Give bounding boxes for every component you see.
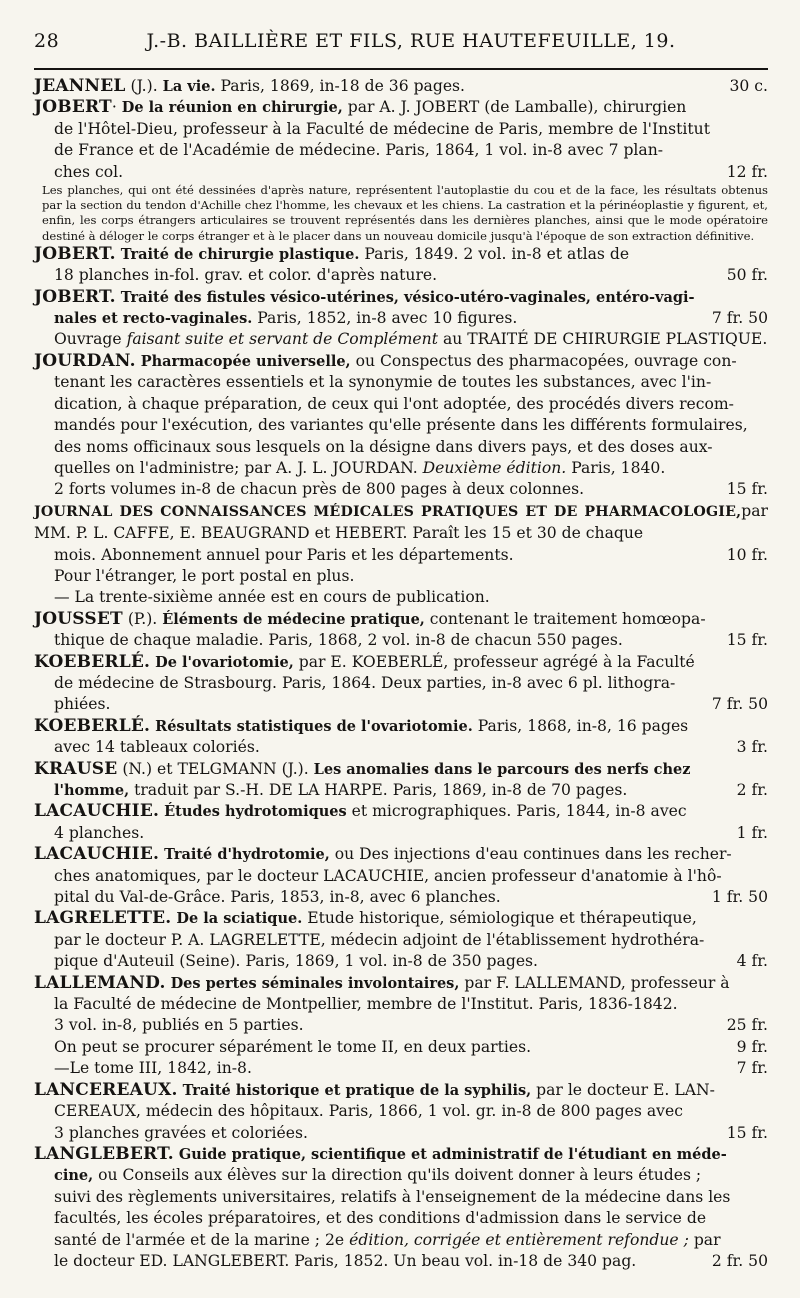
catalogue-entry [34, 908, 768, 972]
entry-text: au TRAITÉ DE CHIRURGIE PLASTIQUE. [437, 330, 768, 349]
entry-text: des noms officinaux sous lesquels on la désigne dans divers pays, et des doses aux- [54, 437, 713, 456]
entry-text: par F. LALLEMAND, professeur à [459, 973, 730, 992]
entry-text: le docteur ED. LANGLEBERT. Paris, 1852. Un beau vol. in-18 de 340 pag. [54, 1251, 637, 1270]
entry-text: Ouvrage [54, 330, 127, 349]
price: 4 fr. [736, 952, 768, 971]
author-name: JEANNEL [34, 76, 126, 96]
entry-text: (P.). [122, 609, 163, 628]
entry-line [34, 437, 768, 458]
book-title: Guide pratique, scientifique et administratif de l'étudiant en méde- [178, 1145, 727, 1163]
book-title: Résultats statistiques de l'ovariotomie. [155, 717, 473, 735]
entry-text: (N.) et TELGMANN (J.). [117, 759, 314, 778]
page-number: 28 [34, 30, 60, 52]
book-title: Pharmacopée universelle, [140, 352, 351, 370]
entry-line [34, 652, 768, 673]
author-name: LALLEMAND. [34, 972, 166, 993]
entry-text: Paris, 1840. [566, 458, 666, 477]
entry-note: Les planches, qui ont été dessinées d'après nature, représentent l'autoplastie du cou et de la face, les résultats obtenus par la section du tendon d'Achille chez l'homme, les chevaux et les chiens. La castration et la périnéoplastie y figurent, et, enfin, les corps étrangers articulaires se trouvent représentés dans les dernières planches, ainsi que le mode opératoire destiné à déloger le corps étranger et à le placer dans un nouveau domicile jusqu'à l'époque de son extraction définitive. [42, 183, 768, 243]
author-name: KOEBERLÉ. [34, 651, 151, 672]
entry-line [34, 716, 768, 737]
entry-line [34, 609, 768, 630]
entry-line [34, 1251, 768, 1272]
entry-text: (J.). [125, 77, 163, 95]
catalogue-entry [34, 76, 768, 97]
entry-line [34, 887, 768, 908]
price: 15 fr. [726, 631, 768, 650]
price: 9 fr. [736, 1037, 768, 1056]
catalogue-entry [34, 652, 768, 716]
author-name: LANGLEBERT. [34, 1143, 174, 1164]
entry-line [34, 1037, 768, 1058]
author-name: JOBERT. [34, 243, 116, 264]
entry-text: mandés pour l'exécution, des variantes qu'elle présente dans les différents formulaires, [54, 416, 748, 435]
entry-line [34, 372, 768, 393]
header-rule [34, 68, 768, 70]
entry-text: Etude historique, sémiologique et thérapeutique, [302, 909, 697, 928]
entry-text: facultés, les écoles préparatoires, et des conditions d'admission dans le service de [54, 1209, 707, 1228]
author-name: JOUSSET [34, 608, 123, 629]
entry-line [34, 587, 768, 608]
entry-line [34, 1080, 768, 1101]
book-title: cine, [54, 1167, 94, 1185]
entry-line [34, 630, 768, 651]
book-title: l'homme, [54, 782, 130, 799]
price: 7 fr. 50 [711, 695, 768, 714]
entry-text: phiées. [54, 695, 111, 714]
entry-text: Paris, 1869, in-18 de 36 pages. [215, 77, 466, 95]
entry-line [34, 566, 768, 587]
book-title: De la réunion en chirurgie, [121, 99, 343, 117]
catalogue-entry [34, 1144, 768, 1272]
entry-text: Paris, 1852, in-8 avec 10 figures. [252, 309, 518, 328]
entry-text: par le docteur E. LAN- [531, 1080, 715, 1099]
entry-text: de médecine de Strasbourg. Paris, 1864. Deux parties, in-8 avec 6 pl. lithogra- [54, 673, 676, 692]
author-name: LACAUCHIE. [34, 844, 160, 865]
catalogue-entry [34, 244, 768, 287]
entry-line [34, 951, 768, 972]
italic-text: Deuxième édition. [422, 458, 567, 477]
entry-text: ou Des injections d'eau continues dans les recher- [329, 845, 732, 864]
book-title: De l'ovariotomie, [155, 653, 294, 671]
entry-line [34, 545, 768, 566]
catalogue-entry [34, 287, 768, 351]
book-title: Traité historique et pratique de la syphilis, [182, 1081, 532, 1099]
entry-text: suivi des règlements universitaires, relatifs à l'enseignement de la médecine dans les [54, 1187, 731, 1206]
entry-text: par le docteur P. A. LAGRELETTE, médecin adjoint de l'établissement hydrothéra- [54, 930, 705, 949]
book-title: Éléments de médecine pratique, [162, 610, 425, 628]
entry-text: 2 forts volumes in-8 de chacun près de 800 pages à deux colonnes. [54, 480, 585, 499]
entry-text: CEREAUX, médecin des hôpitaux. Paris, 1866, 1 vol. gr. in-8 de 800 pages avec [54, 1102, 683, 1121]
running-title: J.-B. BAILLIÈRE ET FILS, RUE HAUTEFEUILLE, 19. [146, 30, 676, 52]
catalogue-entry [34, 716, 768, 759]
entry-text: par E. KOEBERLÉ, professeur agrégé à la Faculté [293, 652, 695, 671]
entry-line [34, 823, 768, 844]
book-title: Les anomalies dans le parcours des nerfs chez [313, 760, 691, 778]
catalogue-entry [34, 844, 768, 908]
price: 1 fr. [736, 823, 768, 842]
author-name: LANCEREAUX. [34, 1079, 178, 1100]
book-title: Des pertes séminales involontaires, [170, 974, 460, 992]
entry-line [34, 1144, 768, 1165]
entry-text: par [688, 1230, 721, 1249]
entry-line [34, 308, 768, 329]
entry-line [34, 973, 768, 994]
entry-line [34, 908, 768, 929]
entry-line [34, 694, 768, 715]
price: 10 fr. [726, 545, 768, 564]
entry-line [34, 1187, 768, 1208]
entry-line [34, 265, 768, 286]
entry-text: quelles on l'administre; par A. J. L. JOURDAN. [54, 458, 423, 477]
entry-text: thique de chaque maladie. Paris, 1868, 2 vol. in-8 de chacun 550 pages. [54, 631, 623, 650]
book-catalogue-page [34, 30, 768, 1272]
book-title: Études hydrotomiques [164, 803, 347, 821]
entry-text: tenant les caractères essentiels et la synonymie de toutes les substances, avec l'in- [54, 373, 712, 392]
price: 1 fr. 50 [711, 888, 768, 907]
book-title: nales et recto-vaginales. [54, 310, 253, 328]
catalogue-entry [34, 801, 768, 844]
page-header [34, 30, 768, 60]
catalogue-entry [34, 759, 768, 802]
entry-line [34, 351, 768, 372]
entry-line [34, 97, 768, 118]
entry-line [34, 673, 768, 694]
price: 3 fr. [736, 738, 768, 757]
entry-text: de l'Hôtel-Dieu, professeur à la Faculté de médecine de Paris, membre de l'Institut [54, 119, 710, 138]
entry-text: 3 vol. in-8, publiés en 5 parties. [54, 1016, 304, 1035]
entry-text: Paris, 1849. 2 vol. in-8 et atlas de [359, 244, 630, 263]
entry-line [34, 394, 768, 415]
price: 50 fr. [726, 266, 768, 285]
entry-text: — La trente-sixième année est en cours de publication. [54, 588, 490, 607]
book-title: La vie. [162, 78, 216, 95]
catalogue-entry [34, 351, 768, 501]
entry-line [34, 329, 768, 350]
price: 2 fr. [736, 781, 768, 799]
entry-line [34, 737, 768, 758]
entry-text: On peut se procurer séparément le tome II, en deux parties. [54, 1037, 532, 1056]
price: 7 fr. 50 [711, 309, 768, 328]
entry-text: Pour l'étranger, le port postal en plus. [54, 566, 355, 585]
entry-line [34, 140, 768, 161]
book-title: Traité d'hydrotomie, [164, 846, 330, 864]
author-name: LAGRELETTE. [34, 908, 172, 929]
book-title: Traité des fistules vésico-utérines, vésico-utéro-vaginales, entéro-vagi- [120, 288, 695, 306]
entry-text: mois. Abonnement annuel pour Paris et les départements. [54, 545, 514, 564]
author-name: LACAUCHIE. [34, 801, 160, 822]
price: 25 fr. [726, 1016, 768, 1035]
entry-line [34, 759, 768, 780]
entry-line [34, 501, 768, 545]
catalogue-entries [34, 76, 768, 1272]
entry-line [34, 801, 768, 822]
entry-line [34, 1058, 768, 1079]
entry-line [34, 1101, 768, 1122]
italic-text: faisant suite et servant de Complément [126, 330, 438, 349]
entry-line [34, 1015, 768, 1036]
entry-line [34, 1165, 768, 1186]
entry-line [34, 1123, 768, 1144]
entry-line [34, 930, 768, 951]
catalogue-entry [34, 501, 768, 609]
entry-text: ches anatomiques, par le docteur LACAUCHIE, ancien professeur d'anatomie à l'hô- [54, 866, 722, 885]
price: 12 fr. [726, 162, 768, 181]
entry-text: 18 planches in-fol. grav. et color. d'après nature. [54, 266, 438, 285]
book-title: Traité de chirurgie plastique. [120, 245, 360, 263]
entry-text: ches col. [54, 162, 124, 181]
author-name: JOURDAN. [34, 350, 136, 371]
author-name: KOEBERLÉ. [34, 715, 151, 736]
entry-text: pique d'Auteuil (Seine). Paris, 1869, 1 vol. in-8 de 350 pages. [54, 952, 539, 971]
entry-text: traduit par S.-H. DE LA HARPE. Paris, 1869, in-8 de 70 pages. [129, 781, 628, 799]
entry-line [34, 415, 768, 436]
entry-text: pital du Val-de-Grâce. Paris, 1853, in-8, avec 6 planches. [54, 888, 501, 907]
entry-line [34, 287, 768, 308]
entry-text: ou Conseils aux élèves sur la direction qu'ils doivent donner à leurs études ; [93, 1166, 702, 1185]
author-name: JOBERT [34, 97, 112, 118]
entry-line [34, 780, 768, 801]
entry-text: par MM. P. L. CAFFE, E. BEAUGRAND et HEBERT. Paraît les 15 et 30 de chaque [34, 501, 768, 543]
entry-text: santé de l'armée et de la marine ; 2e [54, 1230, 350, 1249]
catalogue-entry [34, 609, 768, 652]
entry-text: la Faculté de médecine de Montpellier, membre de l'Institut. Paris, 1836-1842. [54, 995, 678, 1014]
author-name: JOBERT. [34, 286, 116, 307]
entry-text: ou Conspectus des pharmacopées, ouvrage con- [350, 351, 737, 370]
catalogue-entry [34, 1080, 768, 1144]
price: 15 fr. [726, 480, 768, 499]
entry-text: dication, à chaque préparation, de ceux qui l'ont adoptée, des procédés divers recom- [54, 394, 734, 413]
entry-text: et micrographiques. Paris, 1844, in-8 avec [346, 802, 687, 821]
italic-text: édition, corrigée et entièrement refondue ; [349, 1230, 689, 1249]
entry-text: · [111, 98, 122, 117]
entry-line [34, 994, 768, 1015]
entry-line [34, 1208, 768, 1229]
entry-text: par A. J. JOBERT (de Lamballe), chirurgien [342, 98, 687, 117]
journal-title: JOURNAL DES CONNAISSANCES MÉDICALES PRATIQUES ET DE PHARMACOLOGIE, [34, 503, 742, 520]
catalogue-entry [34, 97, 768, 243]
entry-line [34, 162, 768, 183]
entry-text: 3 planches gravées et coloriées. [54, 1123, 308, 1142]
entry-line [34, 1230, 768, 1251]
entry-line [34, 479, 768, 500]
price: 2 fr. 50 [711, 1251, 768, 1270]
entry-text: de France et de l'Académie de médecine. Paris, 1864, 1 vol. in-8 avec 7 plan- [54, 141, 664, 160]
price: 30 c. [729, 77, 768, 95]
catalogue-entry [34, 973, 768, 1080]
entry-line [34, 866, 768, 887]
book-title: De la sciatique. [176, 910, 303, 928]
price: 15 fr. [726, 1123, 768, 1142]
entry-line [34, 844, 768, 865]
entry-text: 4 planches. [54, 823, 145, 842]
entry-line [34, 458, 768, 479]
author-name: KRAUSE [34, 758, 118, 779]
entry-line [34, 119, 768, 140]
price: 7 fr. [736, 1059, 768, 1078]
entry-text: Paris, 1868, in-8, 16 pages [472, 716, 689, 735]
entry-text: avec 14 tableaux coloriés. [54, 738, 260, 757]
entry-text: —Le tome III, 1842, in-8. [54, 1059, 252, 1078]
entry-line [34, 76, 768, 97]
entry-line [34, 244, 768, 265]
entry-text: contenant le traitement homœopa- [424, 609, 706, 628]
